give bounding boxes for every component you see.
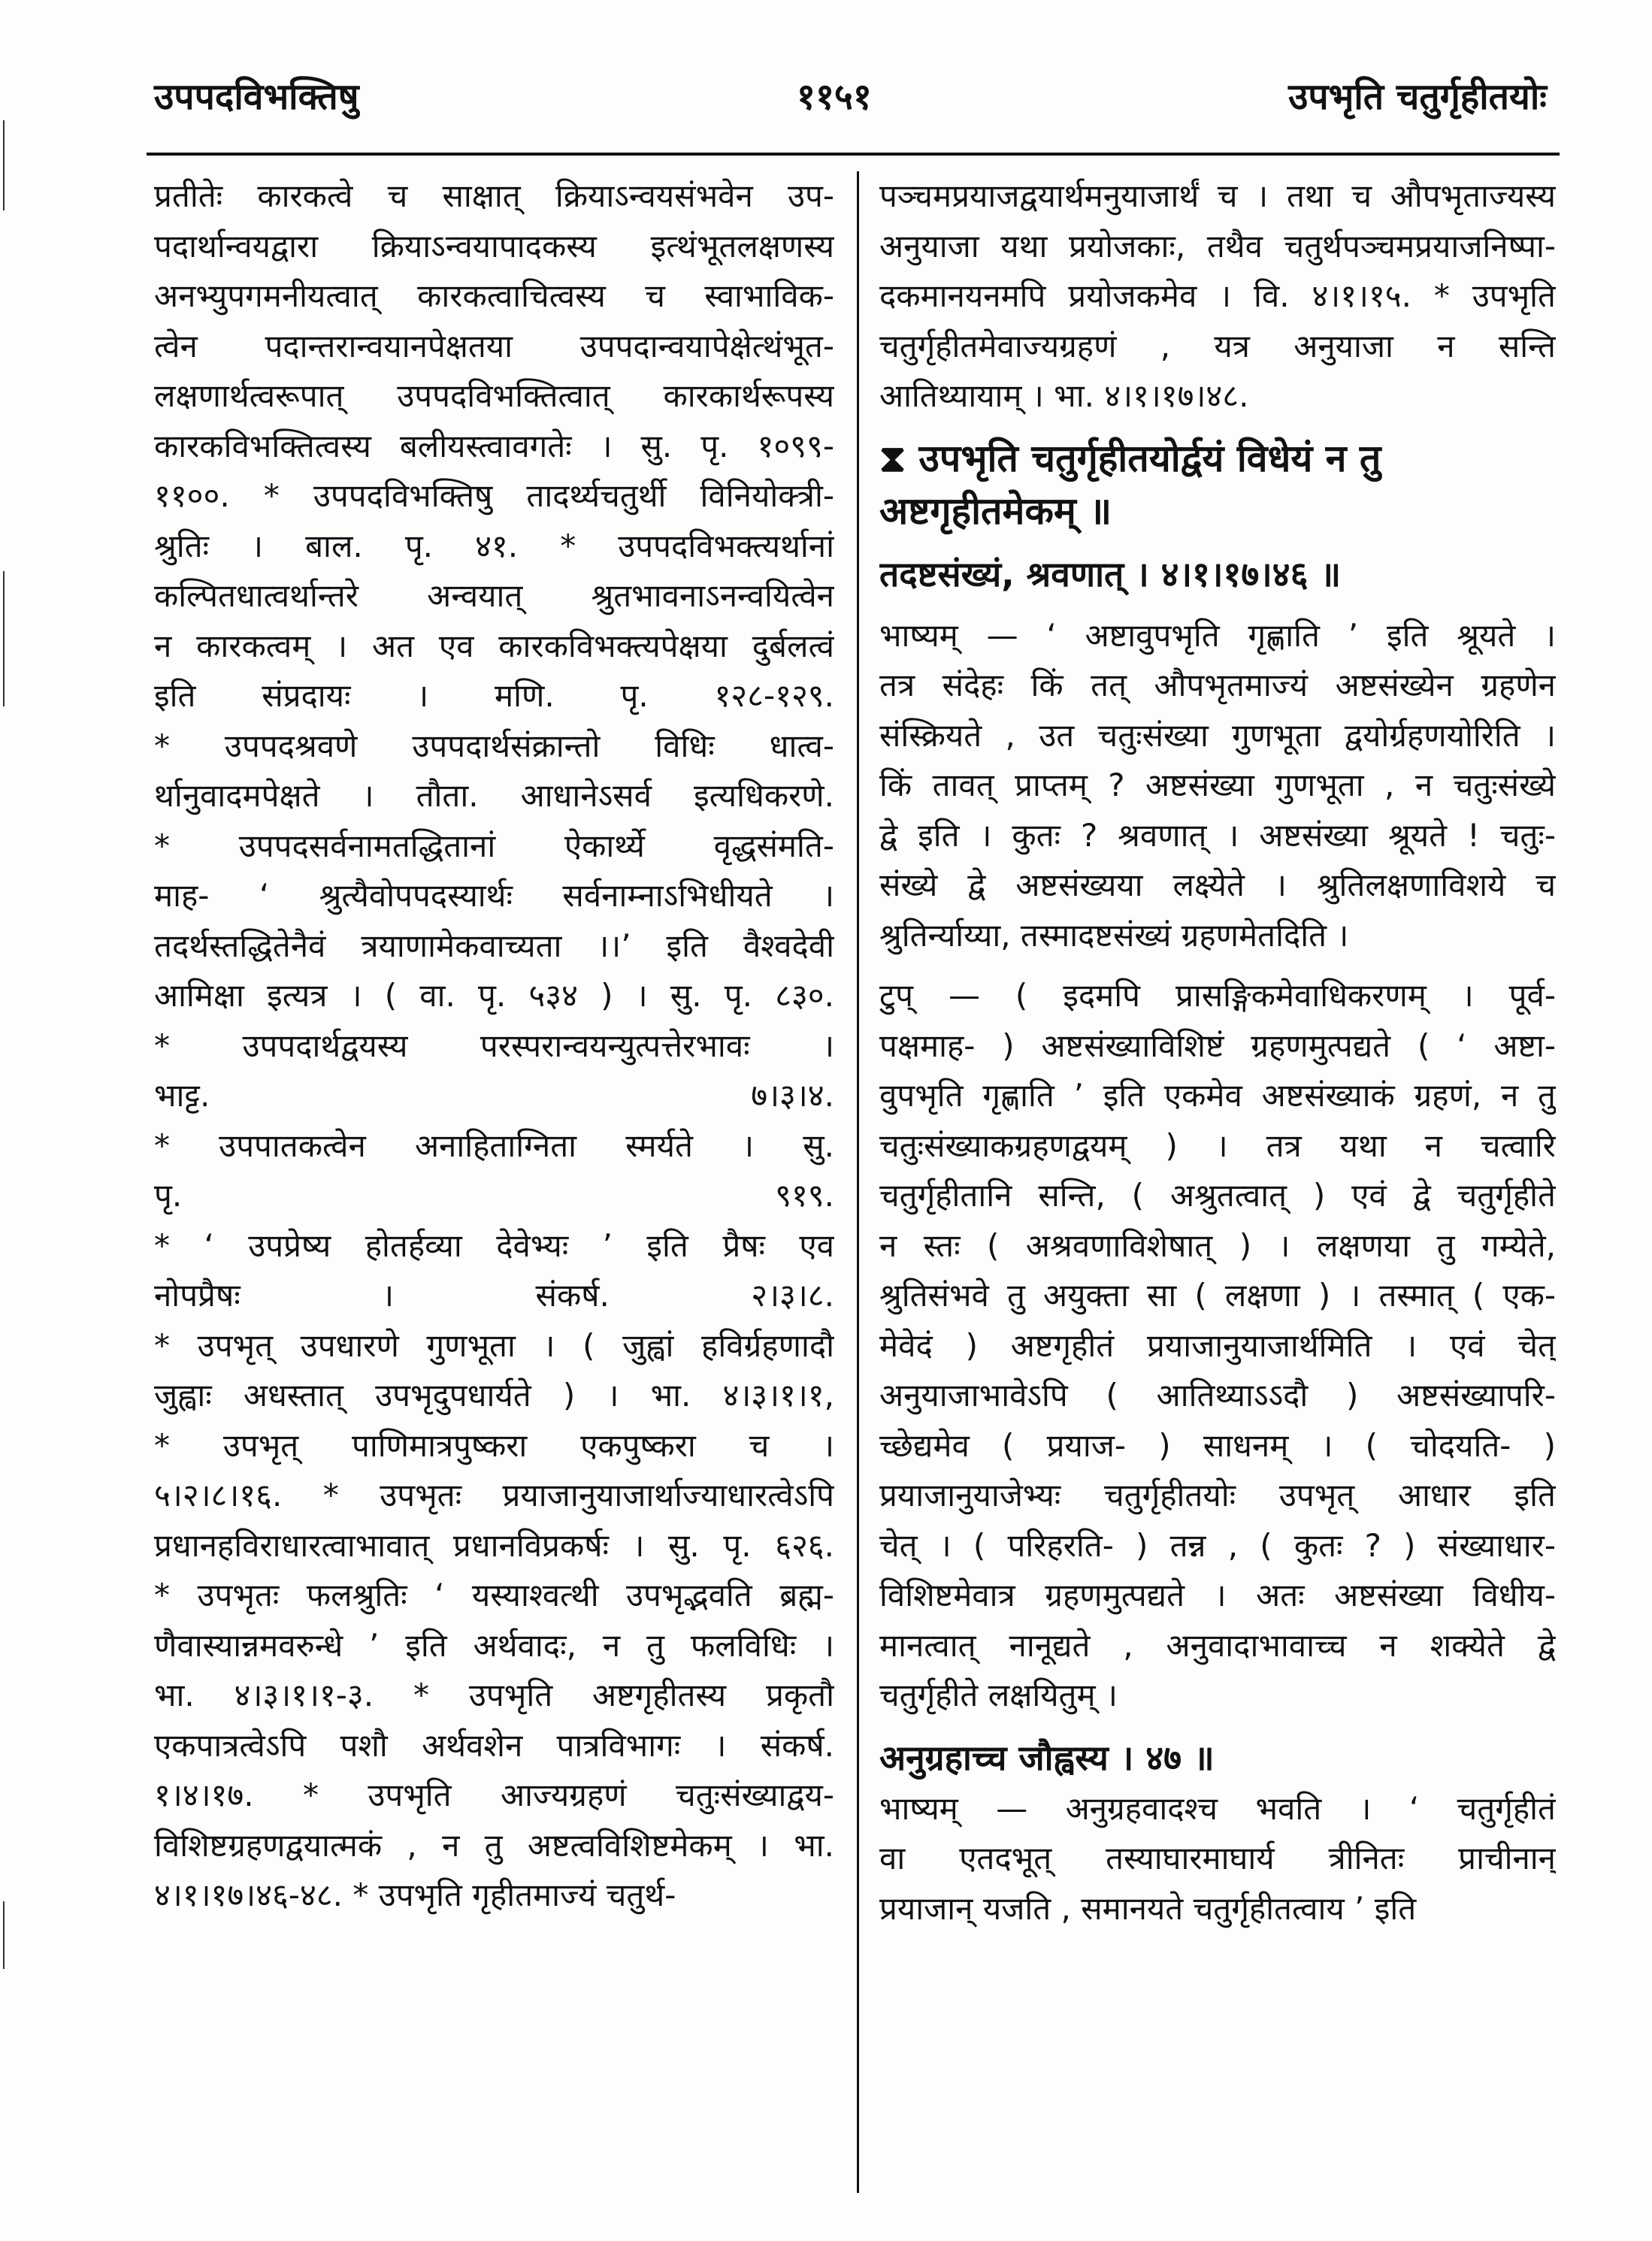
text-line: चतुर्गृहीते लक्षयितुम् ।	[879, 1677, 1118, 1713]
text-line: जुह्वाः अधस्तात् उपभृदुपधार्यते ) । भा. ४।३।१।१,	[154, 1377, 834, 1414]
commentary-continuation	[879, 171, 1556, 422]
text-line: नोपप्रैषः । संकर्ष. २।३।८.	[154, 1277, 834, 1314]
adhikarana-heading: ⧗ उपभृति चतुर्गृहीतयोर्द्वयं विधेयं न तु	[879, 436, 1381, 480]
text-line: प्रतीतेः कारकत्वे च साक्षात् क्रियाऽन्वयसंभवेन उप-	[154, 177, 834, 214]
text-line: पृ. ९१९.	[154, 1177, 834, 1214]
text-line: भा. ४।३।१।१-३. * उपभृति अष्टगृहीतस्य प्रकृतौ	[154, 1677, 834, 1713]
text-line: * उपपदश्रवणे उपपदार्थसंक्रान्तो विधिः धात्व-	[154, 727, 834, 764]
header-rule	[147, 153, 1560, 156]
adhikarana-heading-cont: अष्टगृहीतमेकम् ॥	[879, 488, 1112, 533]
text-line: मेवेदं ) अष्टगृहीतं प्रयाजानुयाजार्थमिति । एवं चेत्	[879, 1326, 1556, 1364]
text-line: तत्र संदेहः किं तत् औपभृतमाज्यं अष्टसंख्येन ग्रहणेन	[879, 667, 1556, 703]
text-line: ४।१।१७।४६-४८. * उपभृति गृहीतमाज्यं चतुर्थ-	[154, 1877, 676, 1913]
text-line: माह- ‘ श्रुत्यैवोपपदस्यार्थः सर्वनाम्नाऽभिधीयते ।	[154, 877, 834, 914]
text-line: न स्तः ( अश्रवणाविशेषात् ) । लक्षणया तु गम्येते,	[879, 1226, 1556, 1264]
text-line: भाट्ट. ७।३।४.	[154, 1077, 834, 1114]
text-line: * ‘ उपप्रेष्य होतर्हव्या देवेभ्यः ’ इति प्रैषः एव	[154, 1226, 834, 1264]
text-line: भाष्यम् — ‘ अष्टावुपभृति गृह्णाति ’ इति श्रूयते ।	[879, 616, 1556, 654]
left-column	[154, 171, 834, 2200]
text-line: वा एतदभूत् तस्याघारमाघार्य त्रीनितः प्राचीनान्	[879, 1840, 1556, 1877]
right-column	[879, 171, 1556, 2200]
text-line: * उपपदार्थद्वयस्य परस्परान्वयन्युत्पत्तेरभावः ।	[154, 1027, 834, 1064]
text-line: अनुयाजाभावेऽपि ( आतिथ्याऽऽदौ ) अष्टसंख्यापरि-	[879, 1377, 1556, 1414]
tuptika-46	[879, 971, 1556, 1721]
text-line: दकमानयनमपि प्रयोजकमेव । वि. ४।१।१५. * उपभृति	[879, 277, 1556, 314]
text-line: श्रुतिर्न्याय्या, तस्मादष्टसंख्यं ग्रहणमेतदिति ।	[879, 916, 1349, 954]
page-number: ११५१	[797, 76, 872, 118]
text-line: ५।२।८।१६. * उपभृतः प्रयाजानुयाजार्थाज्याधारत्वेऽपि	[154, 1477, 834, 1514]
text-line: किं तावत् प्राप्तम् ? अष्टसंख्या गुणभूता , न चतुःसंख्ये	[879, 767, 1556, 803]
text-line: वुपभृति गृह्णाति ’ इति एकमेव अष्टसंख्याकं ग्रहणं, न तु	[879, 1077, 1556, 1114]
text-line: आतिथ्यायाम् । भा. ४।१।१७।४८.	[879, 377, 1249, 414]
text-line: * उपभृत् उपधारणे गुणभूता । ( जुह्वां हविर्ग्रहणादौ	[154, 1326, 834, 1364]
text-line: अनुयाजा यथा प्रयोजकाः, तथैव चतुर्थपञ्चमप्रयाजनिष्पा-	[879, 227, 1556, 265]
text-line: विशिष्टमेवात्र ग्रहणमुत्पद्यते । अतः अष्टसंख्या विधीय-	[879, 1577, 1556, 1613]
text-line: श्रुतिसंभवे तु अयुक्ता सा ( लक्षणा ) । तस्मात् ( एक-	[879, 1277, 1556, 1314]
sutra-47: अनुग्रहाच्च जौह्वस्य । ४७ ॥	[879, 1737, 1215, 1778]
text-line: विशिष्टग्रहणद्वयात्मकं , न तु अष्टत्वविशिष्टमेकम् । भा.	[154, 1826, 834, 1864]
text-line: १।४।१७. * उपभृति आज्यग्रहणं चतुःसंख्याद्वय-	[154, 1777, 834, 1813]
text-line: चतुर्गृहीतमेवाज्यग्रहणं , यत्र अनुयाजा न सन्ति	[879, 327, 1556, 364]
text-line: तदर्थस्तद्धितेनैवं त्रयाणामेकवाच्यता ।।’ इति वैश्वदेवी	[154, 927, 834, 964]
text-line: प्रयाजानुयाजेभ्यः चतुर्गृहीतयोः उपभृत् आधार इति	[879, 1477, 1556, 1514]
bhashya-47	[879, 1784, 1556, 1934]
running-head-left: उपपदविभक्तिषु	[154, 76, 359, 118]
text-line: * उपभृत् पाणिमात्रपुष्करा एकपुष्करा च ।	[154, 1426, 834, 1464]
text-line: * उपभृतः फलश्रुतिः ‘ यस्याश्वत्थी उपभृद्भवति ब्रह्म-	[154, 1577, 834, 1613]
text-line: चतुःसंख्याकग्रहणद्वयम् ) । तत्र यथा न चत्वारि	[879, 1127, 1556, 1164]
text-line: पदार्थान्वयद्वारा क्रियाऽन्वयापादकस्य इत्थंभूतलक्षणस्य	[154, 227, 834, 265]
text-line: टुप् — ( इदमपि प्रासङ्गिकमेवाधिकरणम् । पूर्व-	[879, 977, 1556, 1014]
text-line: र्थानुवादमपेक्षते । तौता. आधानेऽसर्व इत्यधिकरणे.	[154, 777, 834, 814]
running-head-right: उपभृति चतुर्गृहीतयोः	[1288, 76, 1547, 118]
text-line: पक्षमाह- ) अष्टसंख्याविशिष्टं ग्रहणमुत्पद्यते ( ‘ अष्टा-	[879, 1027, 1556, 1064]
text-line: भाष्यम् — अनुग्रहवादश्च भवति । ‘ चतुर्गृहीतं	[879, 1789, 1556, 1827]
text-line: प्रधानहविराधारत्वाभावात् प्रधानविप्रकर्षः । सु. पृ. ६२६.	[154, 1526, 834, 1564]
text-line: णैवास्यान्नमवरुन्धे ’ इति अर्थवादः, न तु फलविधिः ।	[154, 1626, 834, 1664]
text-line: पञ्चमप्रयाजद्वयार्थमनुयाजार्थं च । तथा च औपभृताज्यस्य	[879, 177, 1556, 214]
scan-edge-mark	[3, 1901, 5, 1969]
text-line: आमिक्षा इत्यत्र । ( वा. पृ. ५३४ ) । सु. पृ. ८३०.	[154, 977, 834, 1014]
text-line: च्छेद्यमेव ( प्रयाज- ) साधनम् । ( चोदयति- )	[879, 1426, 1556, 1464]
text-line: संस्क्रियते , उत चतुःसंख्या गुणभूता द्वयोर्ग्रहणयोरिति ।	[879, 716, 1556, 754]
column-divider	[857, 171, 859, 2193]
text-line: त्वेन पदान्तरान्वयानपेक्षतया उपपदान्वयापेक्षेत्थंभूत-	[154, 327, 834, 364]
text-line: चेत् । ( परिहरति- ) तन्न , ( कुतः ? ) संख्याधार-	[879, 1526, 1556, 1564]
scan-edge-mark	[3, 571, 5, 706]
text-line: श्रुतिः । बाल. पृ. ४१. * उपपदविभक्त्यर्थानां	[154, 527, 834, 564]
hourglass-icon: ⧗	[879, 436, 919, 480]
text-line: एकपात्रत्वेऽपि पशौ अर्थवशेन पात्रविभागः । संकर्ष.	[154, 1726, 834, 1764]
text-line: प्रयाजान् यजति , समानयते चतुर्गृहीतत्वाय ’ इति	[879, 1889, 1417, 1927]
sutra-46: तदष्टसंख्यं, श्रवणात् । ४।१।१७।४६ ॥	[879, 553, 1342, 594]
scan-edge-mark	[3, 120, 5, 210]
page-header	[0, 0, 1652, 150]
text-line: संख्ये द्वे अष्टसंख्यया लक्ष्येते । श्रुतिलक्षणाविशये च	[879, 866, 1556, 903]
text-line: कारकविभक्तित्वस्य बलीयस्त्वावगतेः । सु. पृ. १०९९-	[154, 427, 834, 464]
text-line: लक्षणार्थत्वरूपात् उपपदविभक्तित्वात् कारकार्थरूपस्य	[154, 377, 834, 414]
text-line: चतुर्गृहीतानि सन्ति, ( अश्रुतत्वात् ) एवं द्वे चतुर्गृहीते	[879, 1177, 1556, 1214]
text-line: द्वे इति । कुतः ? श्रवणात् । अष्टसंख्या श्रूयते ! चतुः-	[879, 816, 1556, 854]
bhashya-46	[879, 611, 1556, 961]
text-line: मानत्वात् नानूद्यते , अनुवादाभावाच्च न शक्येते द्वे	[879, 1626, 1556, 1664]
text-line: * उपपातकत्वेन अनाहिताग्निता स्मर्यते । सु.	[154, 1127, 834, 1164]
text-line: अनभ्युपगमनीयत्वात् कारकत्वाचित्वस्य च स्वाभाविक-	[154, 277, 834, 314]
text-line: कल्पितधात्वर्थान्तरे अन्वयात् श्रुतभावनाऽनन्वयित्वेन	[154, 577, 834, 614]
text-line: * उपपदसर्वनामतद्धितानां ऐकार्थ्ये वृद्धसंमति-	[154, 827, 834, 864]
text-line: न कारकत्वम् । अत एव कारकविभक्त्यपेक्षया दुर्बलत्वं	[154, 627, 834, 664]
text-line: ११००. * उपपदविभक्तिषु तादर्थ्यचतुर्थी विनियोक्त्री-	[154, 477, 834, 514]
text-line: इति संप्रदायः । मणि. पृ. १२८-१२९.	[154, 677, 834, 714]
